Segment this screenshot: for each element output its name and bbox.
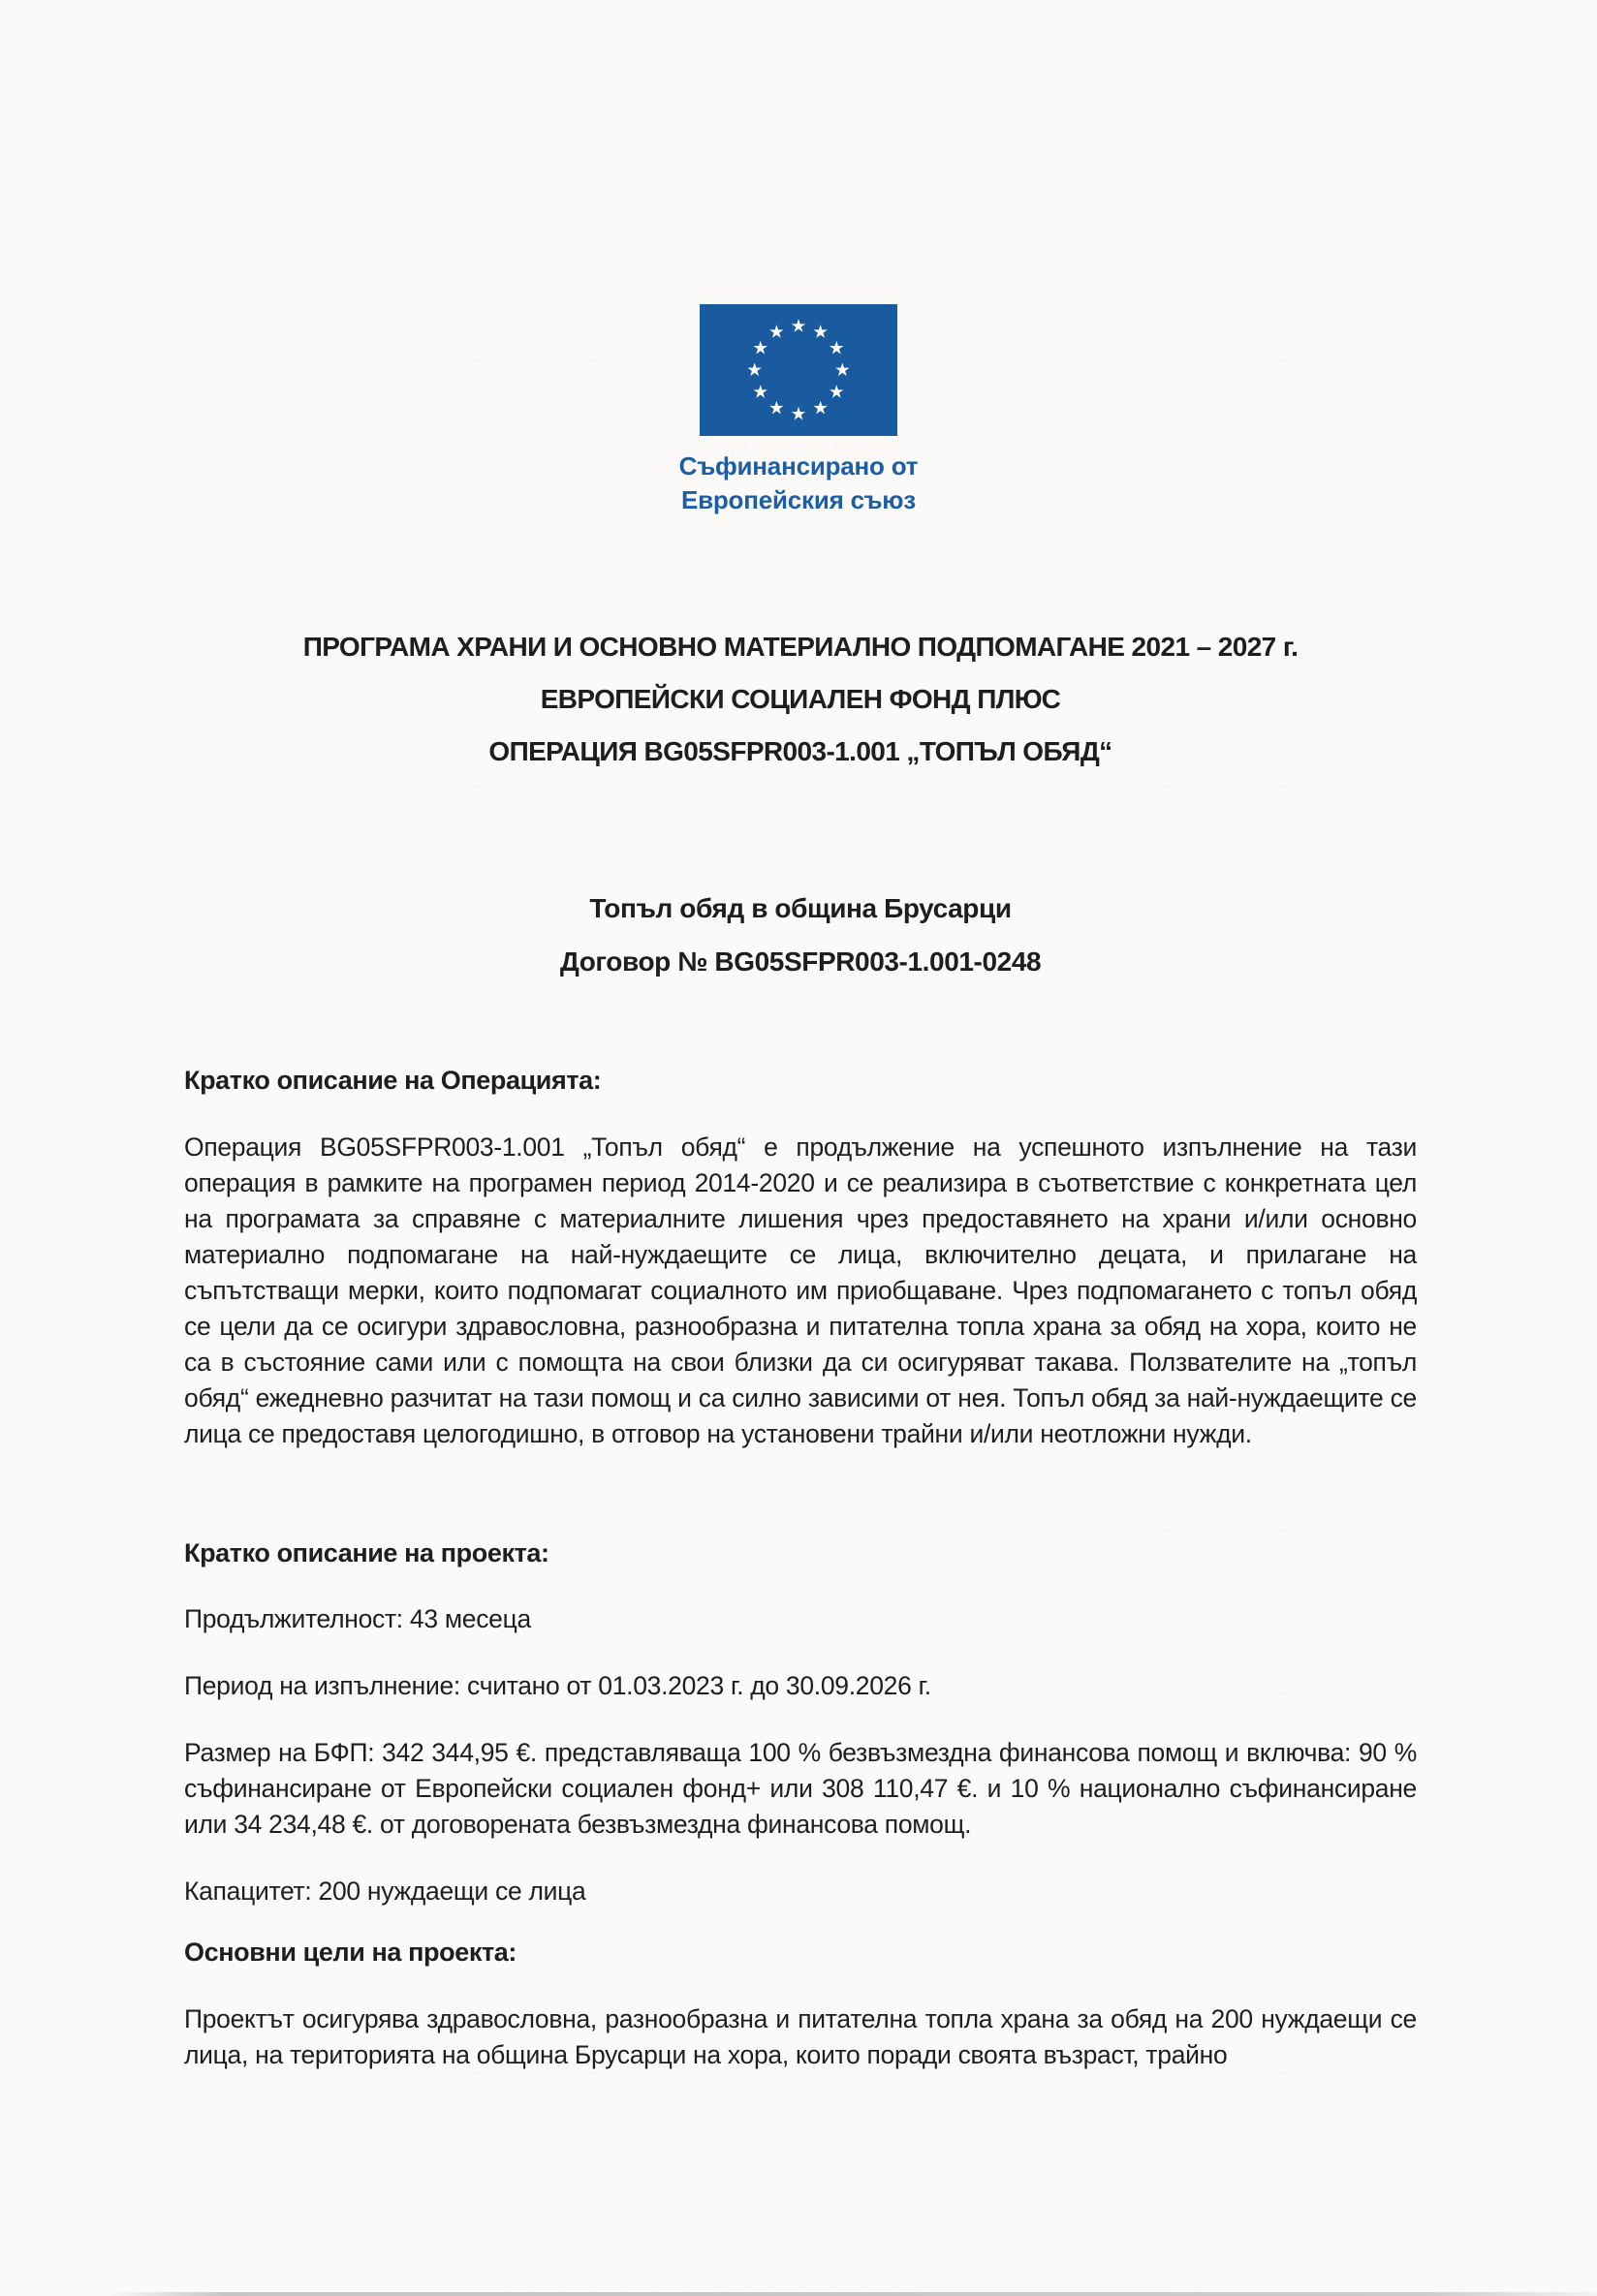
project-duration: Продължителност: 43 месеца	[184, 1604, 531, 1633]
eu-logo-caption-line1: Съфинансирано от	[678, 451, 919, 481]
operation-title: ОПЕРАЦИЯ BG05SFPR003-1.001 „ТОПЪЛ ОБЯД“	[488, 736, 1112, 766]
project-period: Период на изпълнение: считано от 01.03.2023 г. до 30.09.2026 г.	[184, 1671, 931, 1700]
programme-title: ПРОГРАМА ХРАНИ И ОСНОВНО МАТЕРИАЛНО ПОДПОМАГАНЕ 2021 – 2027 г.	[302, 632, 1299, 662]
eu-flag-icon	[700, 304, 897, 436]
eu-logo-caption-line2: Европейския съюз	[680, 485, 917, 514]
scan-bottom-edge	[107, 2292, 1597, 2296]
contract-number: Договор № BG05SFPR003-1.001-0248	[559, 946, 1042, 977]
fund-title: ЕВРОПЕЙСКИ СОЦИАЛЕН ФОНД ПЛЮС	[540, 684, 1061, 714]
project-section-heading: Кратко описание на проекта:	[184, 1538, 549, 1567]
operation-description: Операция BG05SFPR003-1.001 „Топъл обяд“ е продължение на успешното изпълнение на тази операция в рамките на програмен период 2014-2020 и се реализира в съответствие с конкретната цел на програмата за справяне с материалните лишения чрез предоставянето на храни и/или основно материално подпомагане на най-нуждаещите се лица, включително децата, и прилагане на съпътстващи мерки, които подпомагат социалното им приобщаване. Чрез подпомагането с топъл обяд се цели да се осигури здравословна, разнообразна и питателна топла храна за обяд на хора, които не са в състояние сами или с помощта на свои близки да си осигуряват такава. Ползвателите на „топъл обяд“ ежедневно разчитат на тази помощ и са силно зависими от нея. Топъл обяд за най-нуждаещите се лица се предоставя целогодишно, в отговор на установени трайни и/или неотложни нужди.	[184, 1132, 1417, 1448]
project-title: Топъл обяд в община Брусарци	[589, 893, 1012, 923]
goals-section-heading: Основни цели на проекта:	[184, 1938, 517, 1967]
project-budget: Размер на БФП: 342 344,95 €. представляваща 100 % безвъзмездна финансова помощ и включва: 90 % съфинансиране от Европейски социален фонд+ или 308 110,47 €. и 10 % национално съфинансиране или 34 234,48 €. от договорената безвъзмездна финансова помощ.	[184, 1738, 1417, 1839]
project-capacity: Капацитет: 200 нуждаещи се лица	[184, 1877, 586, 1906]
eu-funding-logo	[0, 0, 1597, 517]
eu-logo-caption	[679, 450, 919, 517]
project-header	[184, 891, 1417, 979]
goals-description: Проектът осигурява здравословна, разнообразна и питателна топла храна за обяд на 200 нуждаещи се лица, на територията на община Брусарци на хора, които поради своята възраст, трайно	[184, 2004, 1417, 2069]
programme-header	[184, 630, 1417, 769]
operation-section-heading: Кратко описание на Операцията:	[184, 1066, 602, 1095]
